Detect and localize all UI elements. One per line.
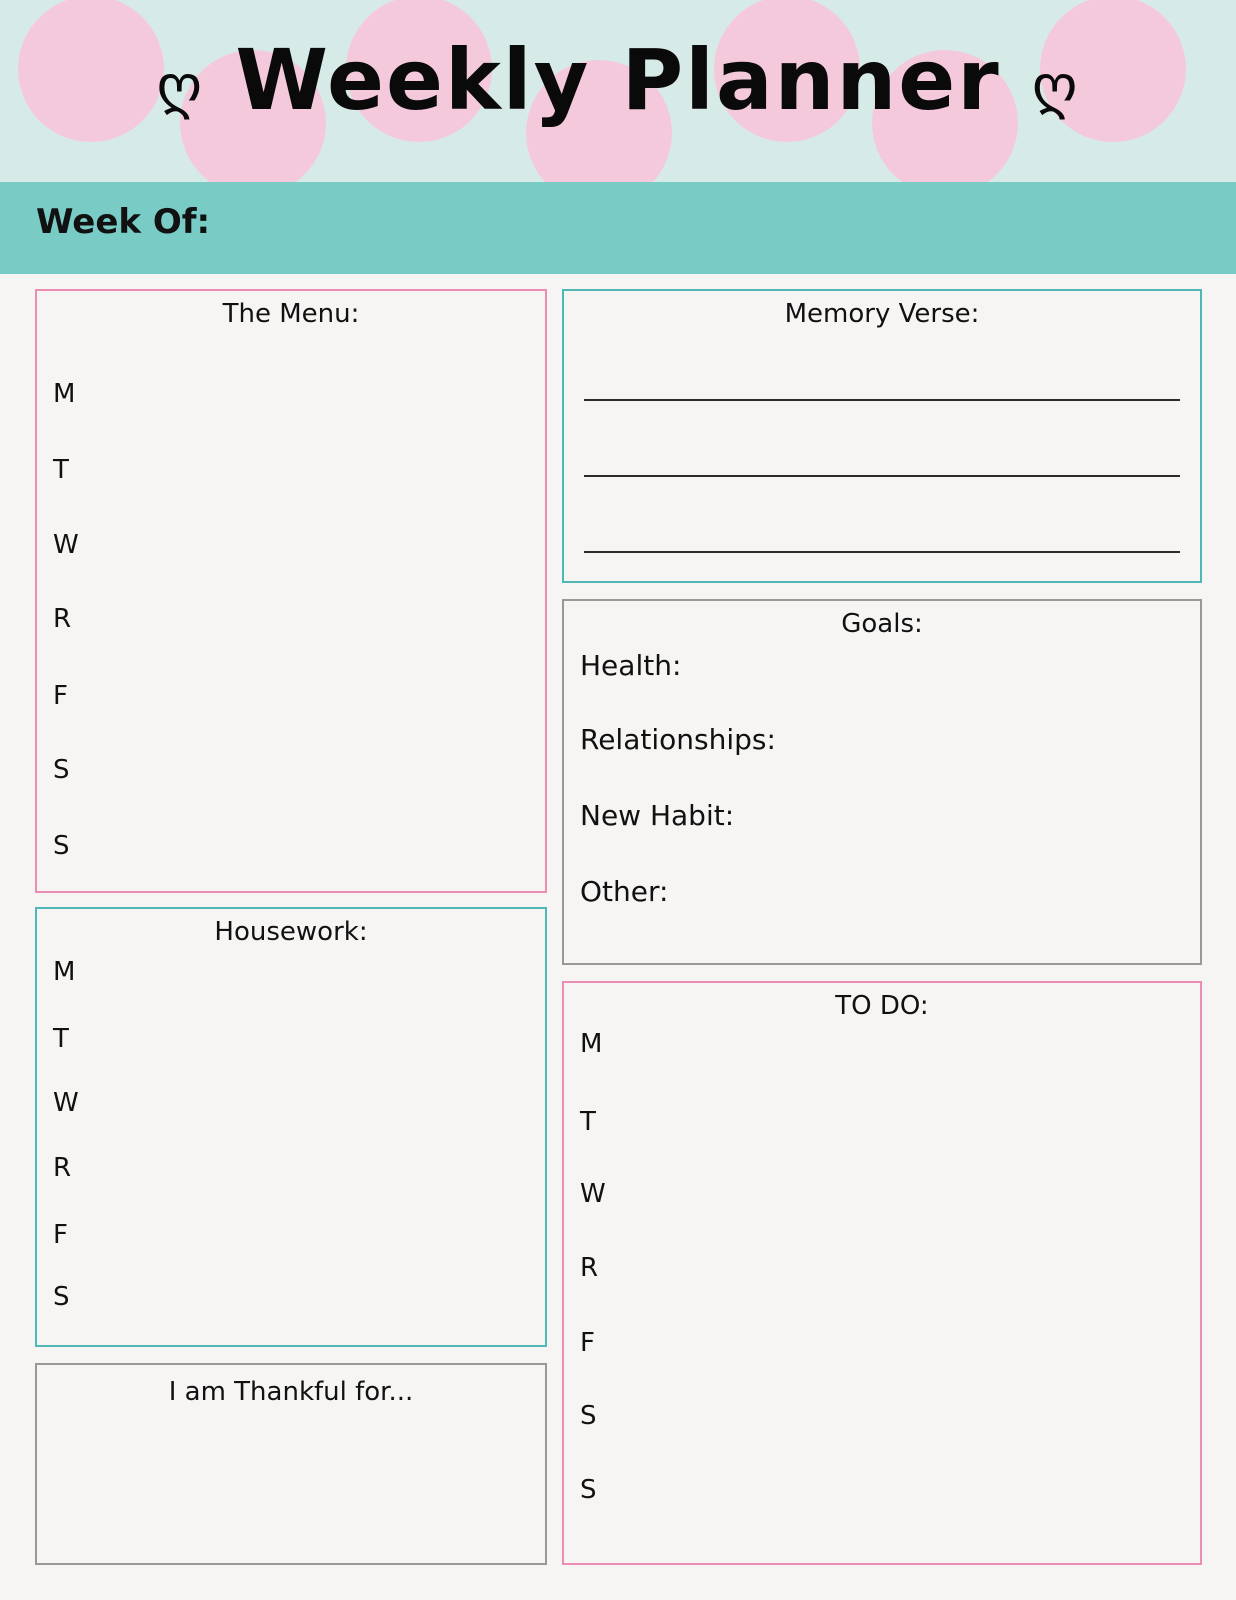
week-band: [0, 182, 1236, 274]
todo-day: M: [580, 1029, 603, 1059]
swirl-left-icon: ღ: [156, 52, 205, 121]
swirl-right-icon: ღ: [1031, 52, 1080, 121]
goal-relationships-label: Relationships:: [580, 723, 776, 756]
goal-new-habit-label: New Habit:: [580, 799, 735, 832]
menu-day: W: [53, 530, 79, 560]
goal-other-label: Other:: [580, 875, 669, 908]
housework-day: F: [53, 1220, 68, 1250]
goals-title: Goals:: [841, 609, 923, 639]
menu-box: [35, 289, 547, 893]
todo-title: TO DO:: [835, 991, 929, 1021]
memory-verse-title: Memory Verse:: [784, 299, 980, 329]
housework-day: M: [53, 957, 76, 987]
thankful-box: [35, 1363, 547, 1565]
goals-box: [562, 599, 1202, 965]
todo-box: [562, 981, 1202, 1565]
housework-title: Housework:: [214, 917, 368, 947]
menu-day: R: [53, 604, 72, 634]
menu-day: T: [53, 455, 69, 485]
menu-day: S: [53, 831, 70, 861]
todo-day: S: [580, 1475, 597, 1505]
header-banner: [0, 0, 1236, 182]
page-title: [0, 31, 1236, 129]
writing-line: [584, 399, 1180, 401]
todo-day: F: [580, 1328, 595, 1358]
todo-day: R: [580, 1253, 599, 1283]
housework-box: [35, 907, 547, 1347]
todo-day: W: [580, 1179, 606, 1209]
menu-title: The Menu:: [222, 299, 360, 329]
housework-day: R: [53, 1153, 72, 1183]
menu-day: M: [53, 379, 76, 409]
writing-line: [584, 475, 1180, 477]
menu-day: F: [53, 681, 68, 711]
page-title-text: Weekly Planner: [235, 31, 1001, 129]
housework-day: S: [53, 1282, 70, 1312]
thankful-title: I am Thankful for...: [168, 1377, 414, 1407]
goal-health-label: Health:: [580, 649, 682, 682]
housework-day: T: [53, 1024, 69, 1054]
housework-day: W: [53, 1088, 79, 1118]
writing-line: [584, 551, 1180, 553]
menu-day: S: [53, 755, 70, 785]
todo-day: S: [580, 1401, 597, 1431]
memory-verse-box: [562, 289, 1202, 583]
todo-day: T: [580, 1107, 596, 1137]
week-of-label: Week Of:: [36, 202, 211, 242]
